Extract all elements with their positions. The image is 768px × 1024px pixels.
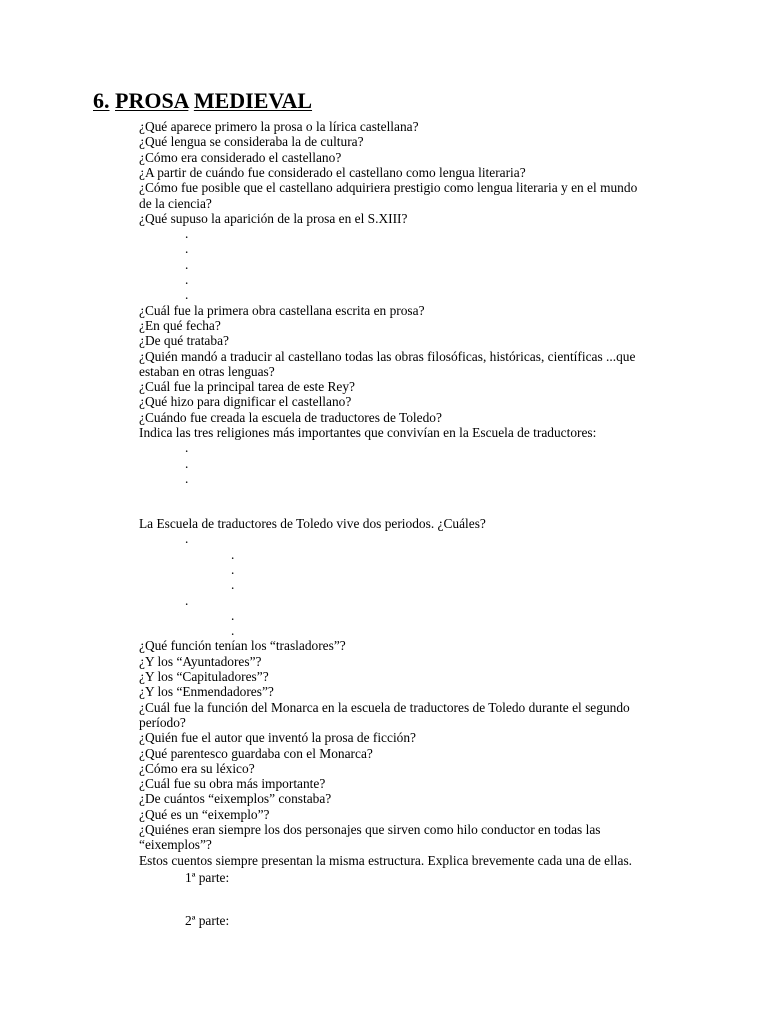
q15-period-a-item-1-text: .	[231, 561, 235, 577]
q6-answer-line-0-text: .	[185, 226, 189, 242]
q15-period-a-text: .	[185, 531, 189, 547]
question-12-text: ¿Qué hizo para dignificar el castellano?	[139, 394, 352, 410]
title-number: 6.	[93, 88, 110, 113]
q6-answer-line-4-text: .	[185, 287, 189, 303]
question-26-text: ¿Qué es un “eixemplo”?	[139, 806, 270, 822]
question-24-text: ¿Cuál fue su obra más importante?	[139, 776, 326, 792]
question-4-text: ¿A partir de cuándo fue considerado el castellano como lengua literaria?	[139, 164, 526, 180]
question-7-text: ¿Cuál fue la primera obra castellana escrita en prosa?	[139, 302, 425, 318]
q15-period-b-item-1-text: .	[231, 623, 235, 639]
page-title	[93, 88, 312, 114]
question-22-text: ¿Qué parentesco guardaba con el Monarca?	[139, 745, 373, 761]
q14-answer-line-2-text: .	[185, 470, 189, 486]
question-20-text: ¿Cuál fue la función del Monarca en la escuela de traductores de Toledo durante el segundo	[139, 699, 630, 715]
q6-answer-line-3-text: .	[185, 272, 189, 287]
q15-period-a-item-2-text: .	[231, 577, 235, 593]
question-11-text: ¿Cuál fue la principal tarea de este Rey?	[139, 379, 356, 395]
question-5-continued-text: de la ciencia?	[139, 195, 212, 211]
q15-period-b-text: .	[185, 592, 189, 608]
question-28-text: Estos cuentos siempre presentan la misma estructura. Explica brevemente cada una de ellas.	[139, 852, 633, 868]
q15-period-a-item-0-text: .	[231, 546, 235, 562]
question-9-text: ¿De qué trataba?	[139, 333, 229, 349]
question-15-text: La Escuela de traductores de Toledo vive dos periodos. ¿Cuáles?	[139, 516, 486, 531]
question-5-text: ¿Cómo fue posible que el castellano adquiriera prestigio como lengua literaria y en el mundo	[139, 180, 638, 196]
question-6-text: ¿Qué supuso la aparición de la prosa en el S.XIII?	[139, 210, 408, 226]
question-2-text: ¿Qué lengua se consideraba la de cultura?	[139, 134, 364, 150]
question-17-text: ¿Y los “Ayuntadores”?	[139, 653, 262, 669]
question-23-text: ¿Cómo era su léxico?	[139, 760, 255, 776]
question-18-text: ¿Y los “Capituladores”?	[139, 669, 269, 684]
question-3-text: ¿Cómo era considerado el castellano?	[139, 149, 342, 165]
q28-part-1-text: 1ª parte:	[185, 870, 230, 885]
question-27-continued-text: “eixemplos”?	[139, 837, 212, 853]
question-16-text: ¿Qué función tenían los “trasladores”?	[139, 638, 346, 654]
q14-answer-line-0-text: .	[185, 440, 189, 456]
question-25-text: ¿De cuántos “eixemplos” constaba?	[139, 791, 332, 807]
question-27-text: ¿Quiénes eran siempre los dos personajes que sirven como hilo conductor en todas las	[139, 822, 601, 837]
question-10-text: ¿Quién mandó a traducir al castellano todas las obras filosóficas, históricas, científicas ...que	[139, 348, 636, 364]
q14-answer-line-1-text: .	[185, 455, 189, 471]
q6-answer-line-2-text: .	[185, 256, 189, 272]
title-word-prosa: PROSA	[115, 88, 189, 113]
question-20-continued-text: período?	[139, 714, 186, 730]
q15-period-b-item-0-text: .	[231, 607, 235, 623]
question-21-text: ¿Quién fue el autor que inventó la prosa de ficción?	[139, 730, 416, 746]
q6-answer-line-1-text: .	[185, 241, 189, 257]
question-19-text: ¿Y los “Enmendadores”?	[139, 684, 274, 700]
title-word-medieval: MEDIEVAL	[193, 88, 313, 113]
question-8-text: ¿En qué fecha?	[139, 317, 221, 333]
question-1-text: ¿Qué aparece primero la prosa o la lírica castellana?	[139, 119, 419, 134]
question-10-continued-text: estaban en otras lenguas?	[139, 363, 275, 379]
question-13-text: ¿Cuándo fue creada la escuela de traductores de Toledo?	[139, 409, 442, 425]
q28-part-2-text: 2ª parte:	[185, 913, 230, 928]
question-14-text: Indica las tres religiones más importantes que convivían en la Escuela de traductores:	[139, 425, 597, 440]
